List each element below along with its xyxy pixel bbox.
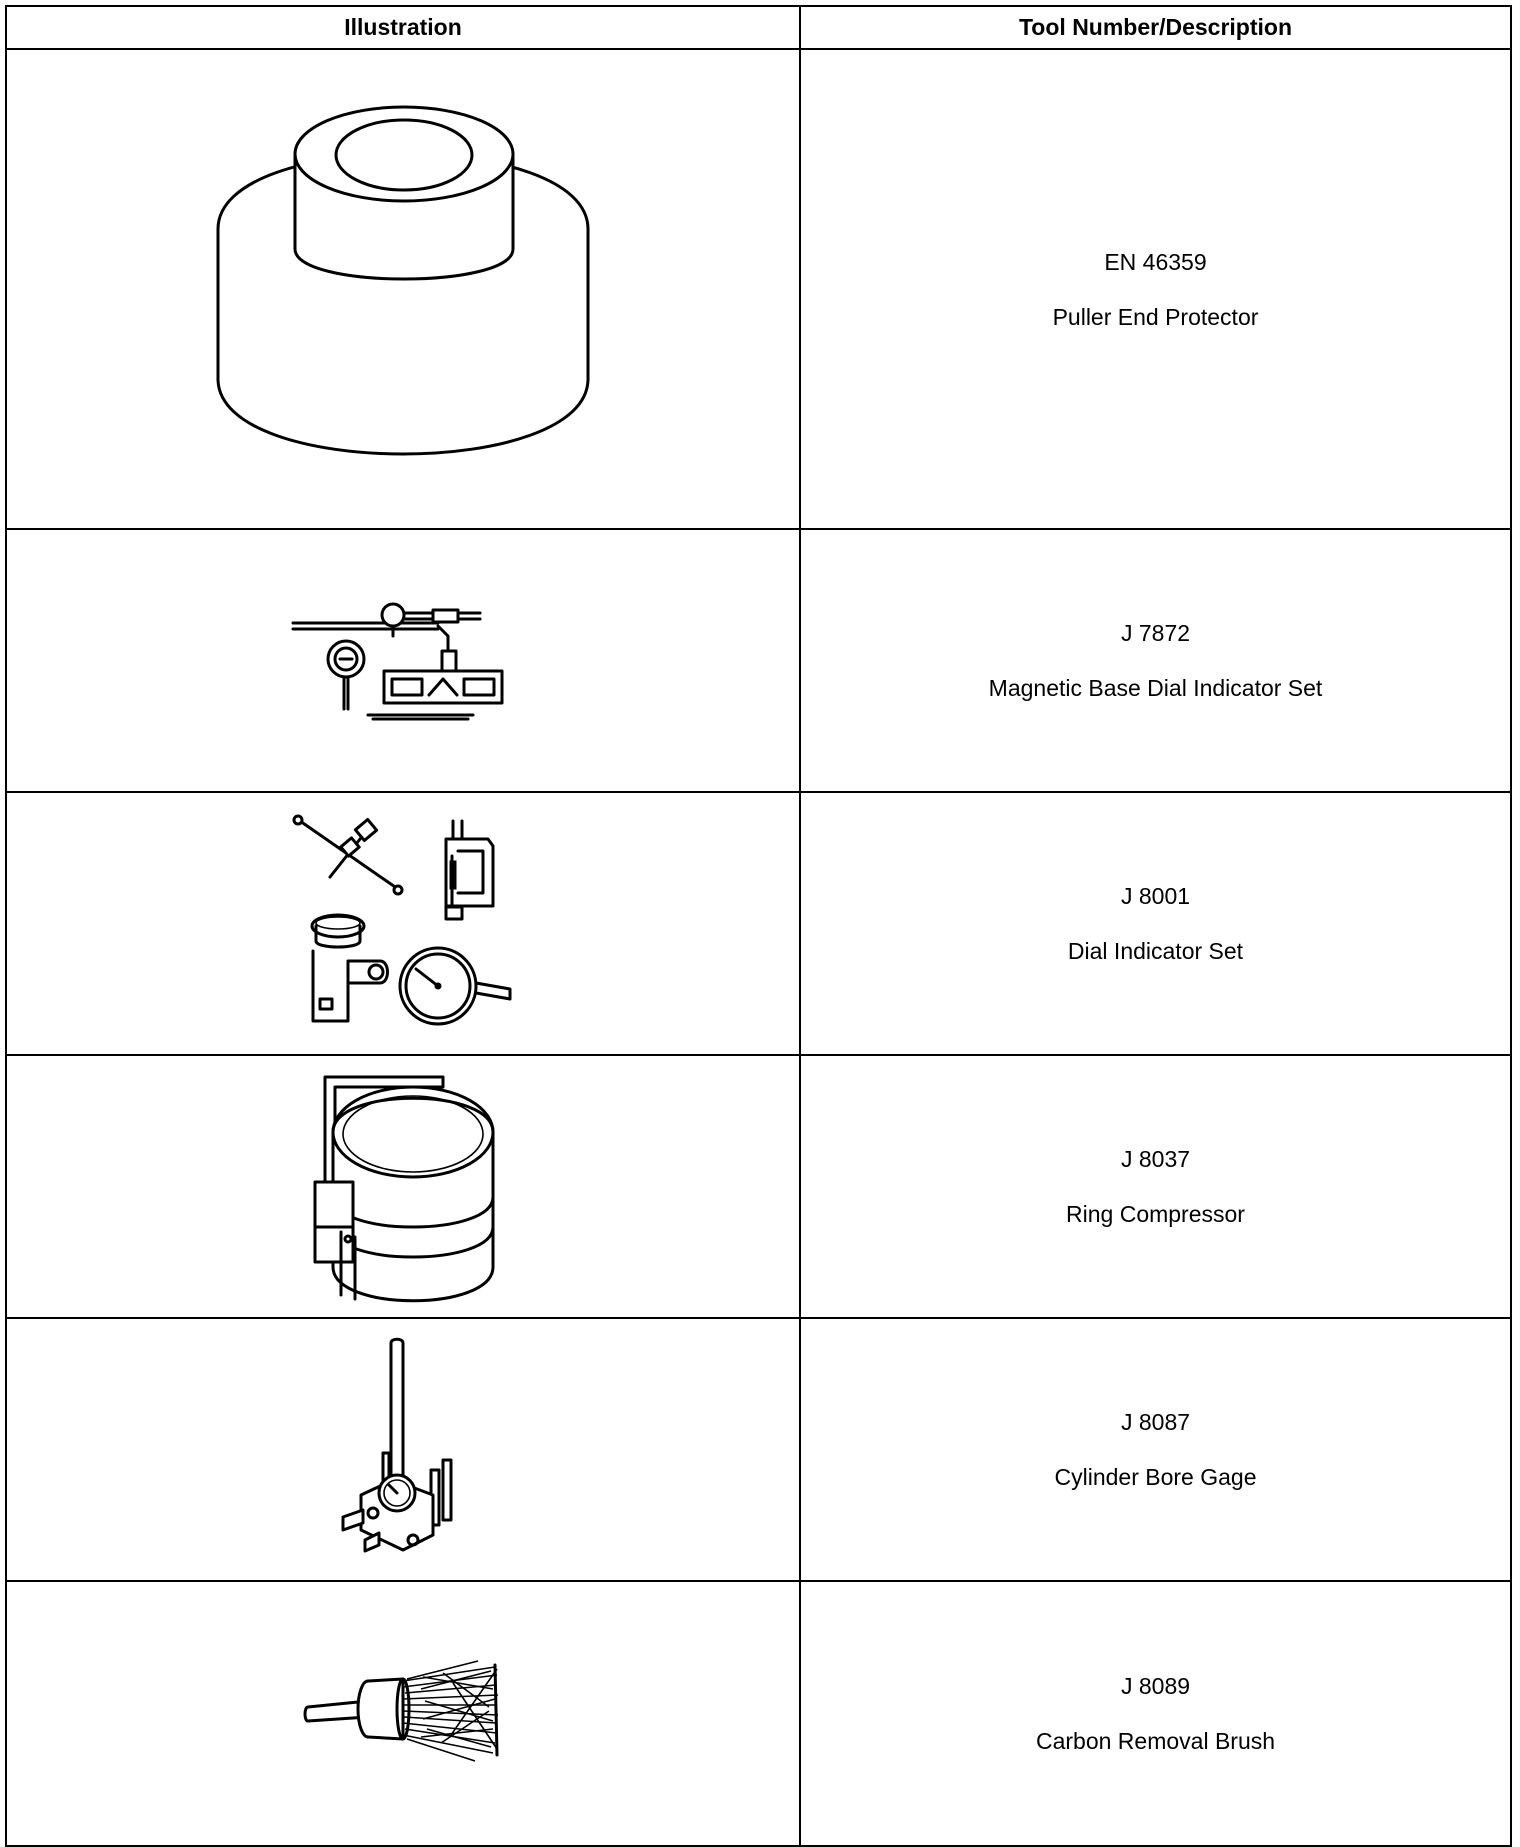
illustration-cell bbox=[6, 49, 800, 529]
header-row bbox=[6, 6, 1511, 49]
description-cell bbox=[800, 49, 1511, 529]
table-row bbox=[6, 49, 1511, 529]
table-row bbox=[6, 1055, 1511, 1318]
tool-number: EN 46359 bbox=[1104, 248, 1207, 275]
illustration-cell bbox=[6, 1581, 800, 1846]
description-cell bbox=[800, 792, 1511, 1055]
header-illustration: Illustration bbox=[6, 6, 800, 49]
tool-name: Cylinder Bore Gage bbox=[1054, 1464, 1257, 1490]
tool-name: Carbon Removal Brush bbox=[1035, 1728, 1276, 1754]
table-row bbox=[6, 1581, 1511, 1846]
table-row bbox=[6, 1318, 1511, 1581]
puller-end-protector-icon bbox=[203, 99, 603, 479]
cylinder-bore-gage-icon bbox=[333, 1335, 473, 1565]
tool-name: Ring Compressor bbox=[1066, 1201, 1245, 1227]
tool-name: Puller End Protector bbox=[1052, 303, 1259, 330]
tool-name: Dial Indicator Set bbox=[1067, 938, 1244, 964]
tool-name: Magnetic Base Dial Indicator Set bbox=[988, 675, 1323, 701]
tool-number: J 8089 bbox=[1120, 1673, 1191, 1699]
description-cell bbox=[800, 1581, 1511, 1846]
magnetic-base-dial-indicator-icon bbox=[288, 591, 518, 731]
illustration-cell bbox=[6, 1318, 800, 1581]
illustration-cell bbox=[6, 529, 800, 792]
dial-indicator-set-icon bbox=[288, 811, 518, 1036]
table-row bbox=[6, 792, 1511, 1055]
description-cell bbox=[800, 529, 1511, 792]
table-row bbox=[6, 529, 1511, 792]
tool-number: J 7872 bbox=[1120, 620, 1191, 646]
header-tool-number-description: Tool Number/Description bbox=[800, 6, 1511, 49]
illustration-cell bbox=[6, 792, 800, 1055]
description-cell bbox=[800, 1318, 1511, 1581]
tools-table bbox=[5, 5, 1512, 1847]
tool-number: J 8001 bbox=[1120, 883, 1191, 909]
description-cell bbox=[800, 1055, 1511, 1318]
illustration-cell bbox=[6, 1055, 800, 1318]
tool-number: J 8087 bbox=[1120, 1409, 1191, 1435]
carbon-removal-brush-icon bbox=[303, 1659, 503, 1769]
ring-compressor-icon bbox=[293, 1067, 513, 1307]
tool-number: J 8037 bbox=[1120, 1146, 1191, 1172]
